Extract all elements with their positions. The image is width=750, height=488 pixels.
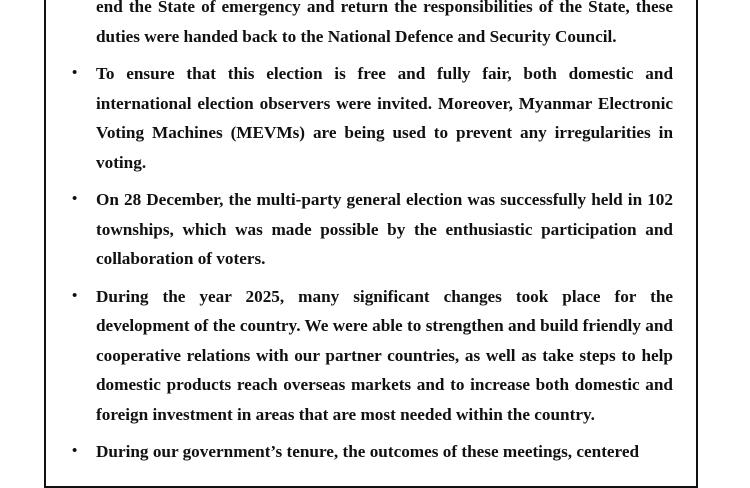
document-body	[72, 0, 673, 475]
bullet-item	[72, 185, 673, 274]
bullet-item	[72, 282, 673, 430]
bullet-text: During the year 2025, many significant changes took place for the development of the country. We were able to strengthen and build friendly and cooperative relations with our partner countries, as well as take steps to help domestic products reach overseas markets and to increase both domestic and foreign investment in areas that are most needed within the country.	[96, 286, 673, 424]
bullet-marker: •	[72, 287, 78, 304]
bullet-marker: •	[72, 443, 78, 459]
continuation-paragraph: end the State of emergency and return the responsibilities of the State, these duties were handed back to the National Defence and Security Council.	[96, 0, 673, 46]
bullet-text: During our government’s tenure, the outcomes of these meetings, centered	[96, 442, 640, 461]
bullet-item	[72, 59, 673, 177]
bullet-text: On 28 December, the multi-party general election was successfully held in 102 townships, which was made possible by the enthusiastic participation and collaboration of voters.	[96, 190, 673, 268]
bullet-marker: •	[72, 65, 78, 81]
bullet-marker: •	[72, 191, 78, 207]
bullet-text: To ensure that this election is free and fully fair, both domestic and international election observers were invited. Moreover, Myanmar Electronic Voting Machines (MEVMs) are being used to prevent any irregularities in voting.	[96, 64, 673, 172]
bullet-item	[72, 437, 673, 467]
